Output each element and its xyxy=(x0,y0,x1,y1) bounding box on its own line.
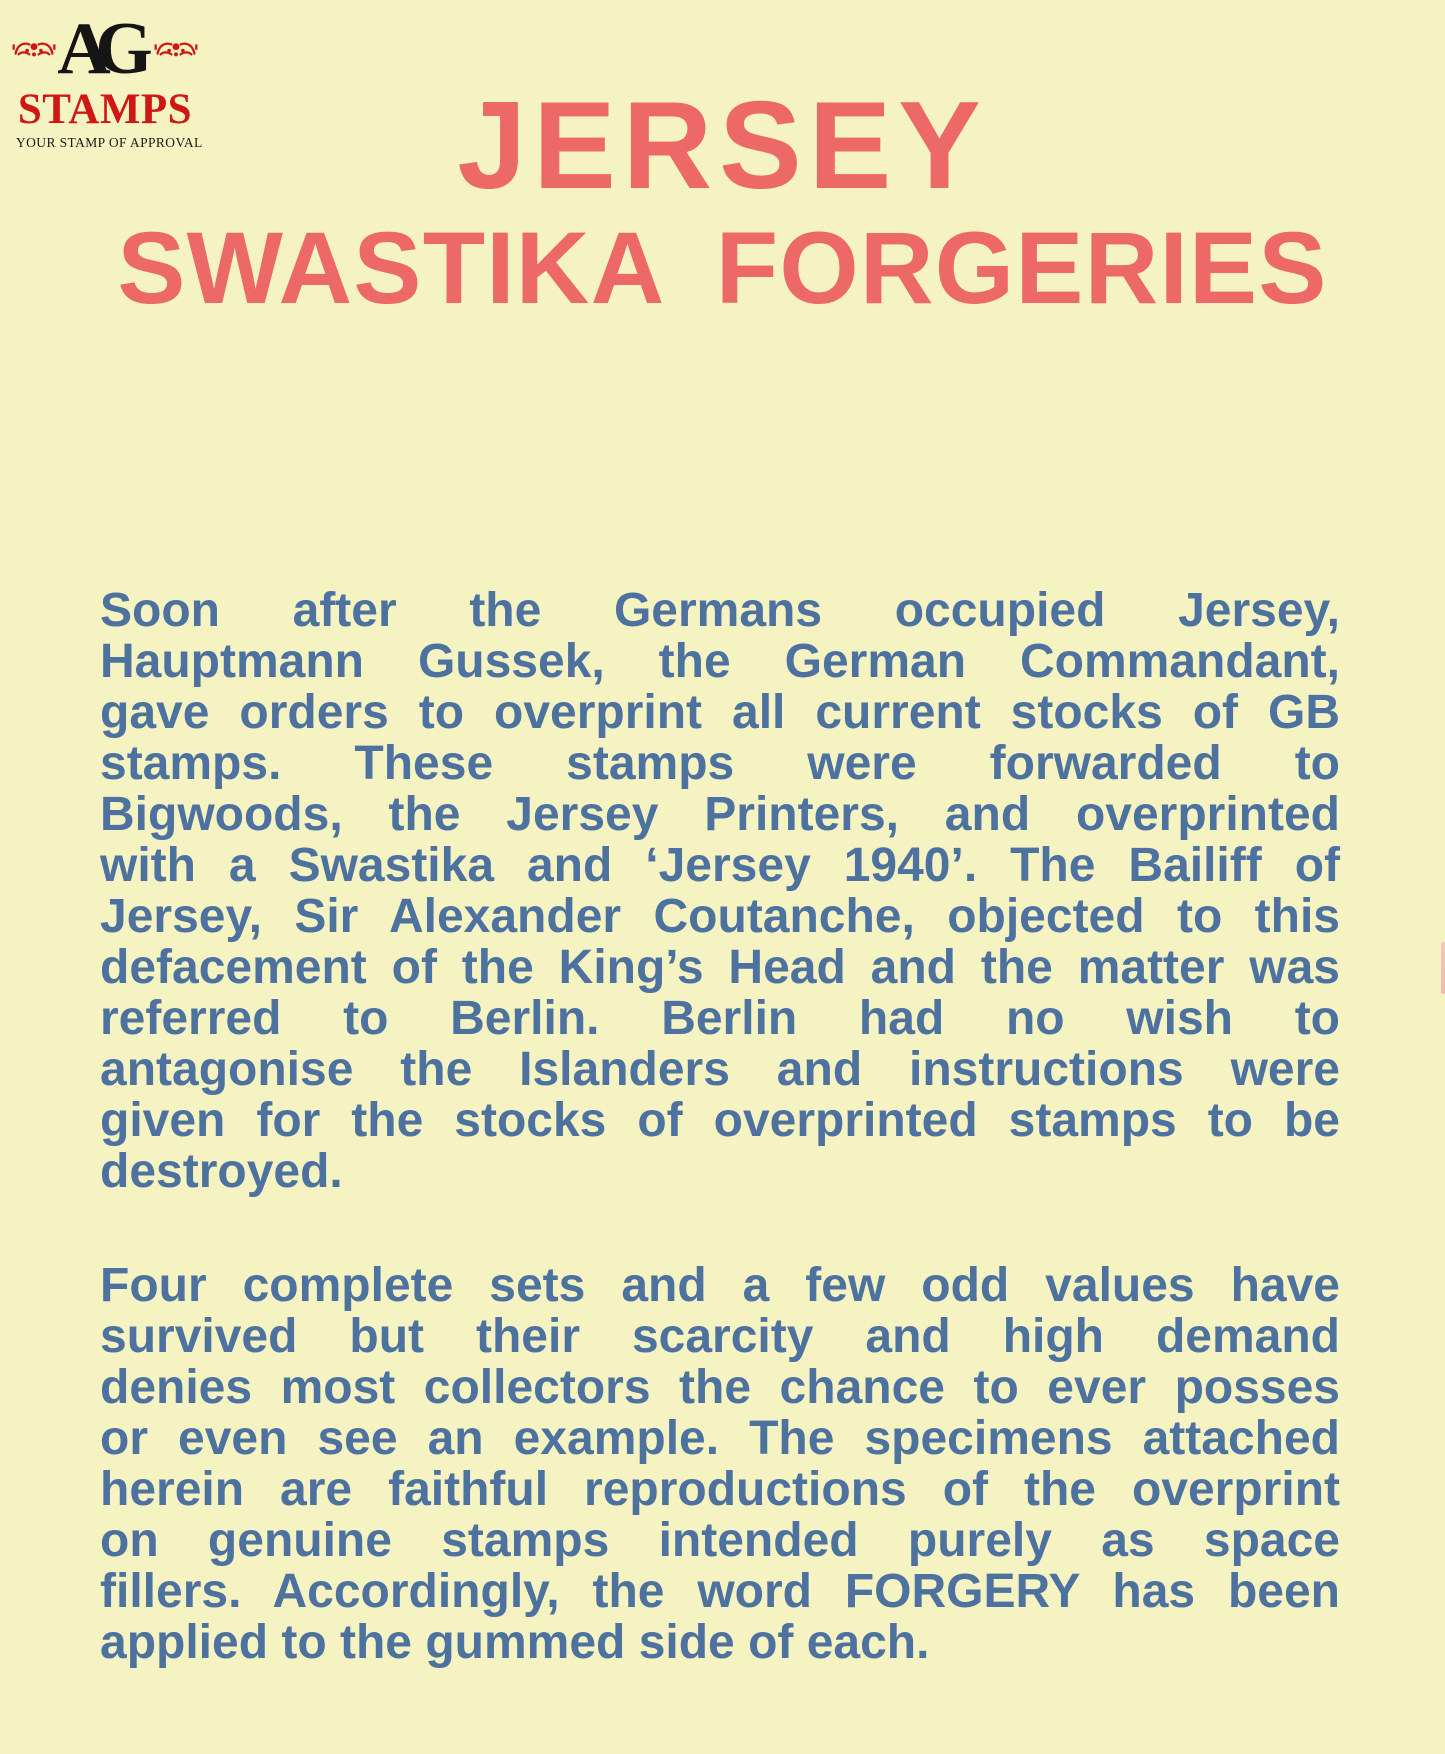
text-line: stamps. These stamps were forwarded to xyxy=(100,737,1340,790)
text-line: given for the stocks of overprinted stamps to be xyxy=(100,1094,1340,1147)
monogram-letter-g: G xyxy=(95,8,153,90)
page-subtitle: SWASTIKA FORGERIES xyxy=(117,211,1328,325)
text-line: gave orders to overprint all current stocks of GB xyxy=(100,686,1340,739)
logo-monogram xyxy=(57,8,153,90)
paragraph-history xyxy=(100,585,1340,1197)
text-line: Jersey, Sir Alexander Coutanche, objected to this xyxy=(100,890,1340,943)
fleuron-left-icon xyxy=(11,37,57,61)
logo-wordmark: STAMPS xyxy=(17,86,193,133)
paragraph-specimens xyxy=(100,1260,1340,1668)
fleuron-right-icon xyxy=(153,37,199,61)
text-line: destroyed. xyxy=(100,1145,343,1198)
body-text xyxy=(100,585,1340,1668)
monogram-letter-a: A xyxy=(57,8,111,90)
text-line: applied to the gummed side of each. xyxy=(100,1616,930,1669)
text-line: survived but their scarcity and high demand xyxy=(100,1310,1340,1363)
text-line: Four complete sets and a few odd values have xyxy=(100,1259,1340,1312)
logo-tagline: YOUR STAMP OF APPROVAL xyxy=(16,135,203,150)
text-line: herein are faithful reproductions of the overprint xyxy=(100,1463,1340,1516)
text-line: denies most collectors the chance to ever posses xyxy=(100,1361,1340,1414)
text-line: antagonise the Islanders and instructions were xyxy=(100,1043,1340,1096)
text-line: Hauptmann Gussek, the German Commandant, xyxy=(100,635,1340,688)
text-line: fillers. Accordingly, the word FORGERY has been xyxy=(100,1565,1340,1618)
text-line: on genuine stamps intended purely as space xyxy=(100,1514,1340,1567)
text-line: Soon after the Germans occupied Jersey, xyxy=(100,584,1340,637)
text-line: with a Swastika and ‘Jersey 1940’. The Bailiff of xyxy=(100,839,1340,892)
text-line: defacement of the King’s Head and the matter was xyxy=(100,941,1340,994)
text-line: Bigwoods, the Jersey Printers, and overprinted xyxy=(100,788,1340,841)
text-line: or even see an example. The specimens attached xyxy=(100,1412,1340,1465)
page-title: JERSEY xyxy=(457,77,988,215)
text-line: referred to Berlin. Berlin had no wish to xyxy=(100,992,1340,1045)
scan-artifact xyxy=(1441,942,1445,994)
logo-monogram-row xyxy=(16,8,194,90)
